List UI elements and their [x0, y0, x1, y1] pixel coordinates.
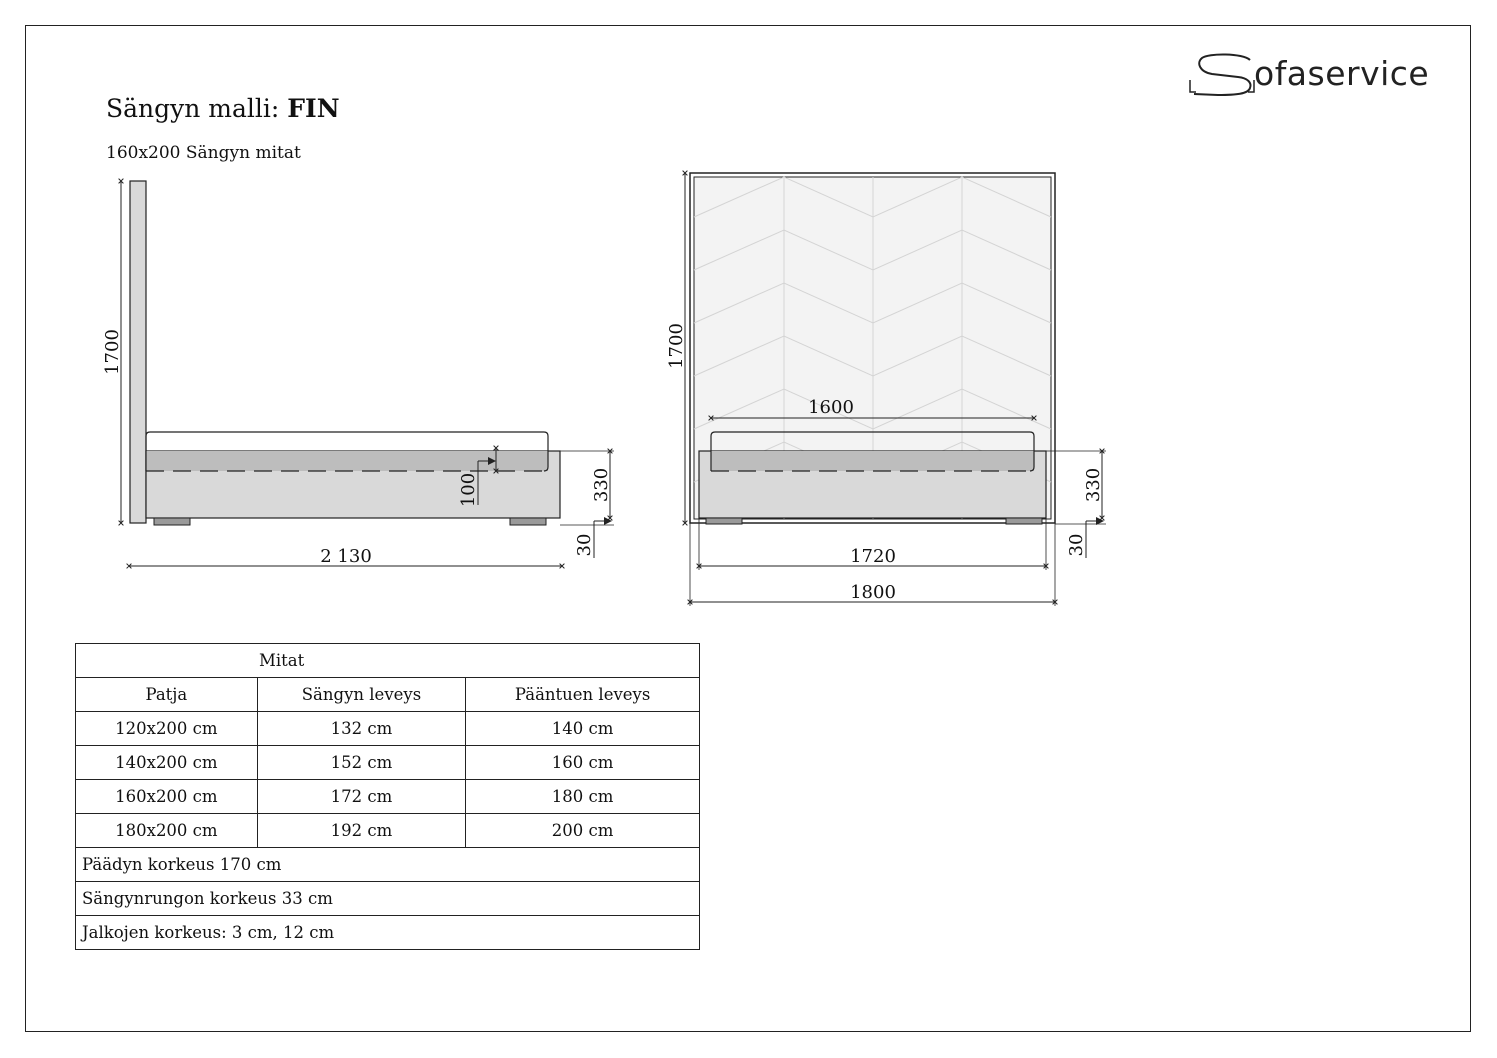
table-header: Patja [76, 678, 258, 712]
table-note-row [76, 916, 700, 950]
table-cell: 140x200 cm [76, 746, 258, 780]
front-frame-height-label: 330 [1083, 467, 1104, 503]
table-cell: 200 cm [466, 814, 700, 848]
front-view [666, 173, 1106, 606]
note-headboard-height: Päädyn korkeus 170 cm [76, 848, 700, 882]
brand-logo-text: ofaservice [1254, 54, 1430, 93]
side-frame-height-label: 330 [591, 467, 612, 503]
table-cell: 192 cm [257, 814, 466, 848]
table-row [76, 712, 700, 746]
table-caption: Mitat [76, 644, 700, 678]
table-note-row [76, 848, 700, 882]
table-cell: 180x200 cm [76, 814, 258, 848]
side-headboard [130, 181, 146, 523]
page-title: Sängyn malli: FIN [106, 94, 340, 123]
front-leg-height-label: 30 [1066, 533, 1087, 557]
model-name: FIN [287, 94, 340, 123]
front-frame-width-label: 1720 [850, 546, 896, 567]
front-mattress [711, 432, 1034, 471]
side-mattress-inset-label: 100 [458, 472, 479, 508]
front-mattress-width-label: 1600 [808, 397, 854, 418]
side-leg-back [510, 518, 546, 525]
table-header-row [76, 678, 700, 712]
side-leg-front [154, 518, 190, 525]
table-cell: 120x200 cm [76, 712, 258, 746]
dimensions-table [75, 643, 700, 950]
table-cell: 180 cm [466, 780, 700, 814]
table-row [76, 746, 700, 780]
note-leg-height: Jalkojen korkeus: 3 cm, 12 cm [76, 916, 700, 950]
table-cell: 132 cm [257, 712, 466, 746]
table-cell: 172 cm [257, 780, 466, 814]
table-cell: 160x200 cm [76, 780, 258, 814]
table-header: Sängyn leveys [257, 678, 466, 712]
side-leg-height-label: 30 [574, 533, 595, 557]
table-note-row [76, 882, 700, 916]
table-cell: 140 cm [466, 712, 700, 746]
side-length-label: 2 130 [320, 546, 372, 567]
front-headboard-width-label: 1800 [850, 582, 896, 603]
front-leg-left [706, 518, 742, 524]
side-view [102, 181, 614, 567]
table-header: Pääntuen leveys [466, 678, 700, 712]
note-frame-height: Sängynrungon korkeus 33 cm [76, 882, 700, 916]
page-subtitle: 160x200 Sängyn mitat [106, 143, 301, 163]
table-row [76, 814, 700, 848]
table-cell: 160 cm [466, 746, 700, 780]
side-height-label: 1700 [102, 329, 123, 375]
table-row [76, 780, 700, 814]
front-leg-right [1006, 518, 1042, 524]
table-cell: 152 cm [257, 746, 466, 780]
front-height-label: 1700 [666, 323, 687, 369]
